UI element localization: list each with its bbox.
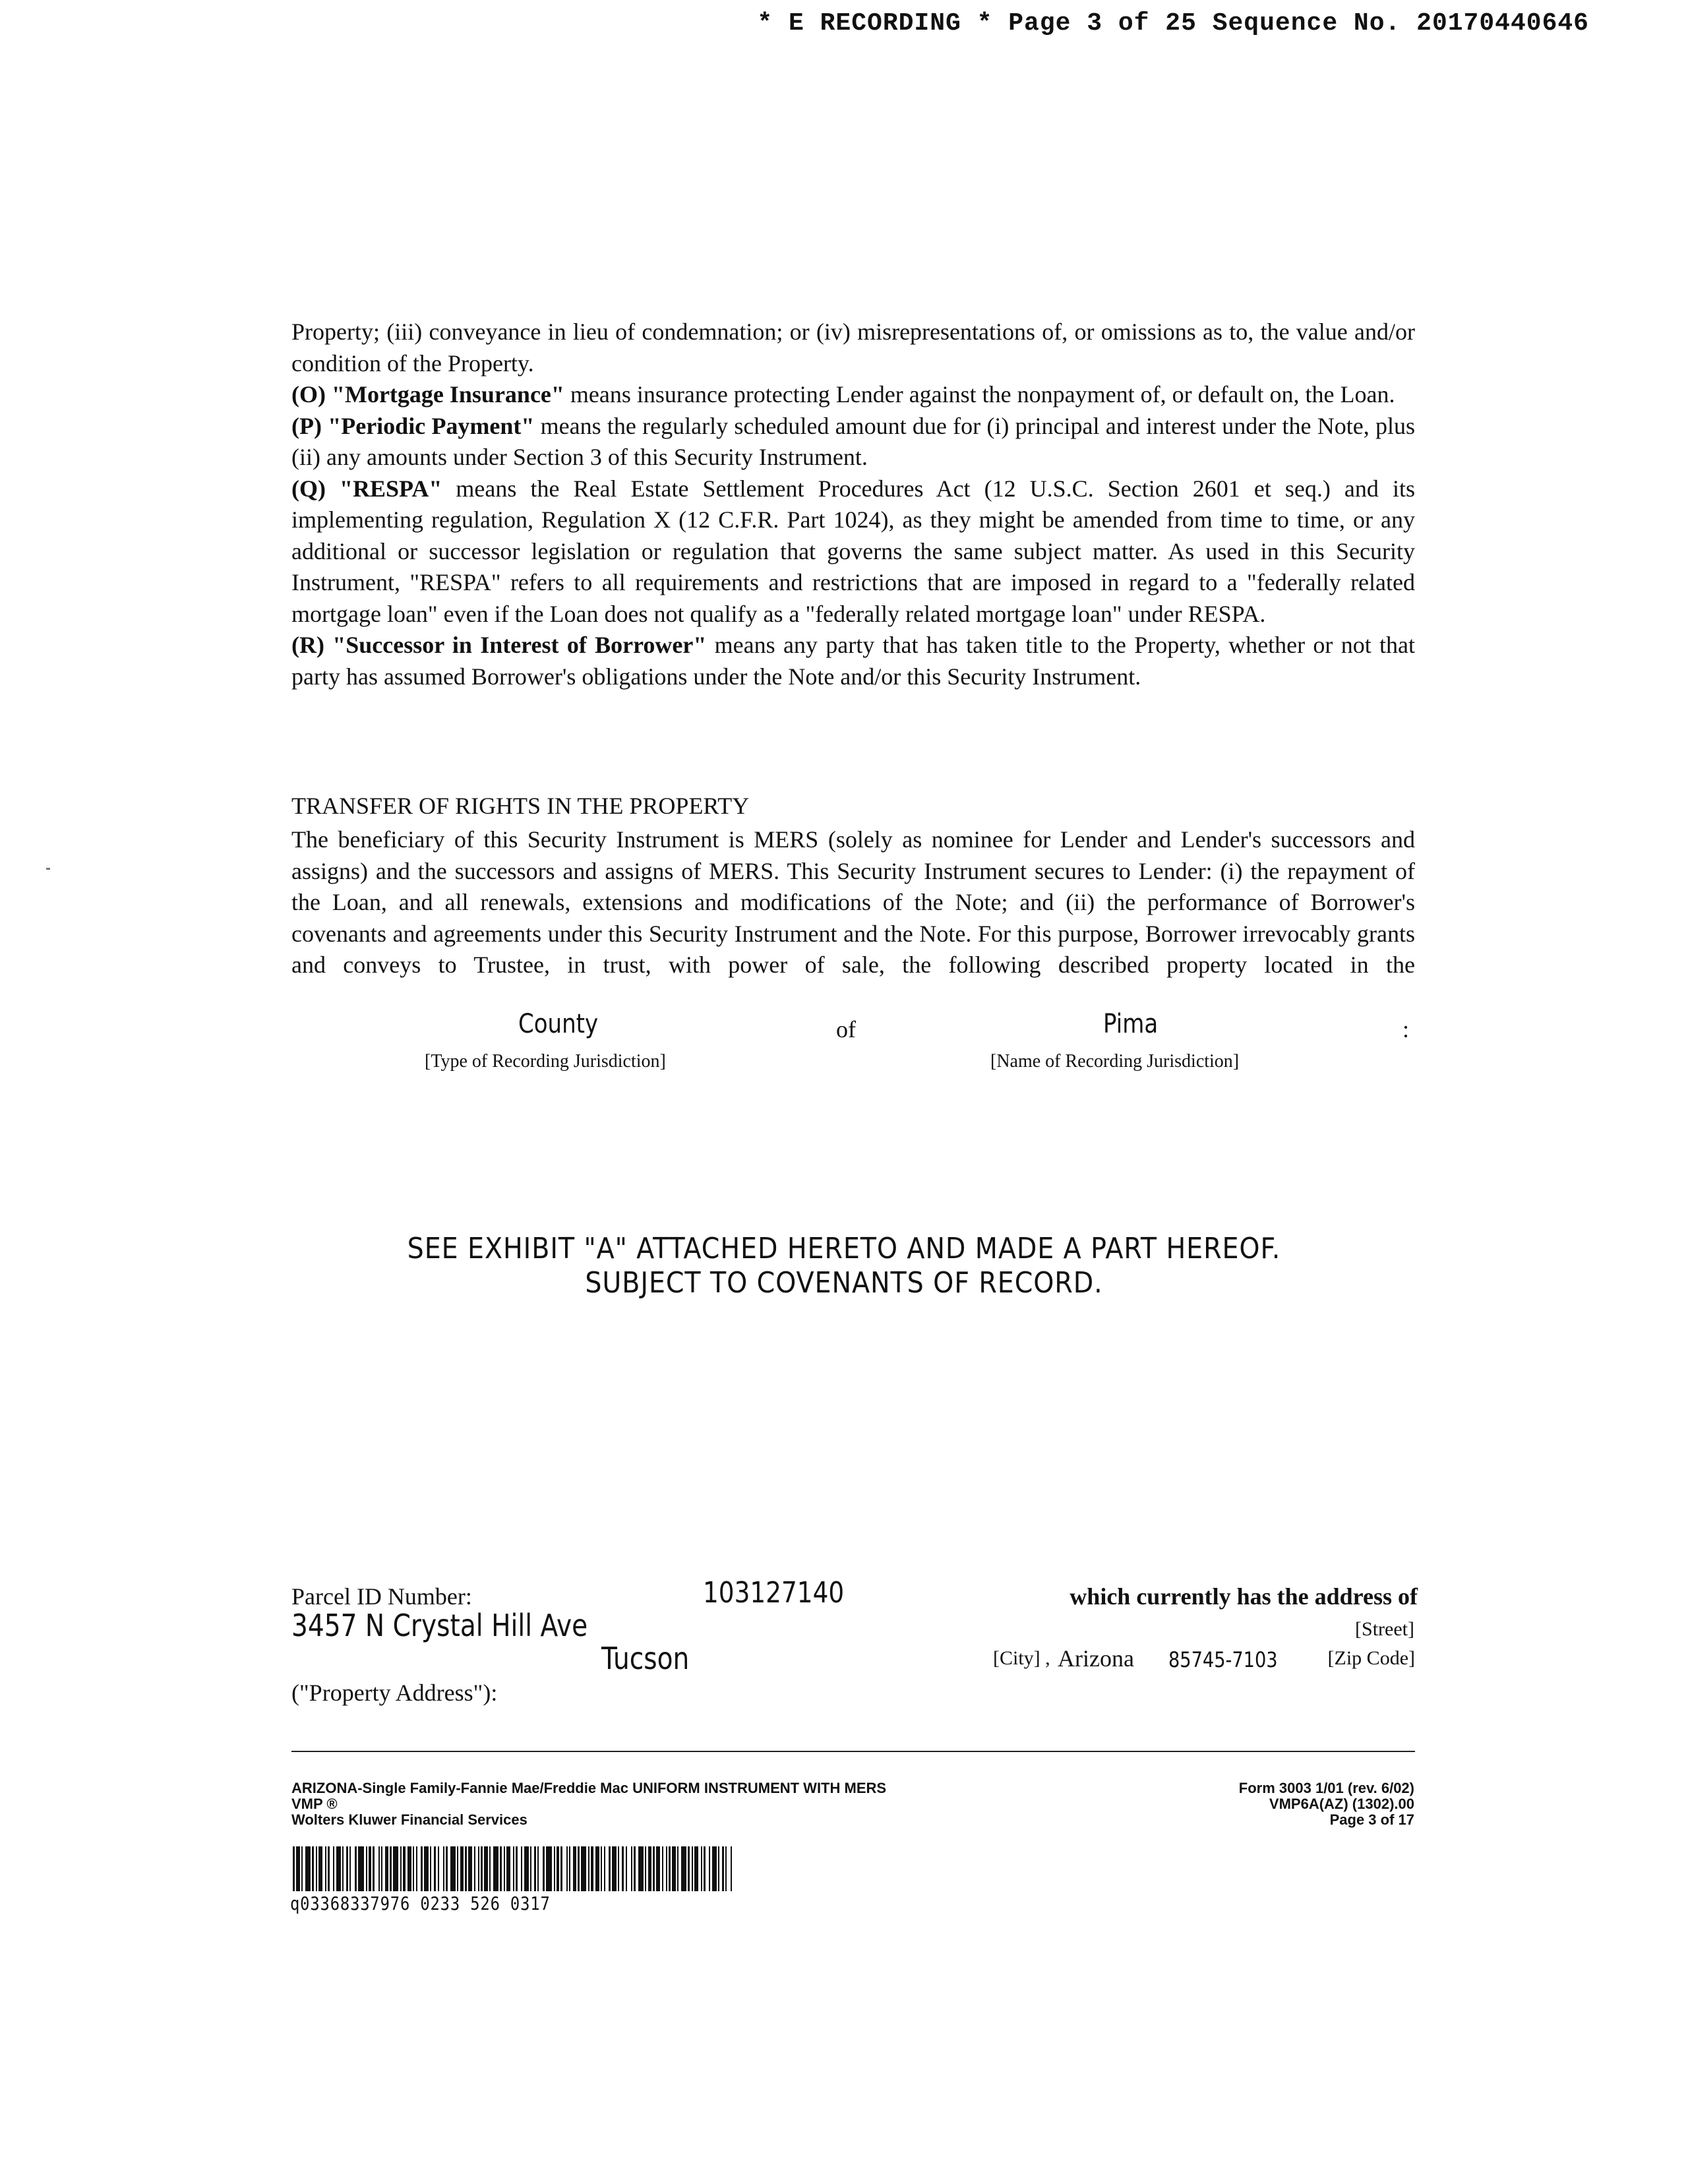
barcode-bar: [672, 1846, 676, 1891]
barcode-bar: [465, 1846, 467, 1891]
barcode-bar: [591, 1846, 593, 1891]
barcode-bar: [622, 1846, 624, 1891]
barcode-bar: [638, 1846, 644, 1891]
definition-periodic-payment: [291, 411, 1415, 473]
recording-banner: * E RECORDING * Page 3 of 25 Sequence No. 20170440646: [757, 9, 1589, 38]
definitions-block: [291, 317, 1415, 692]
barcode-bar: [546, 1846, 552, 1891]
barcode-bar: [460, 1846, 464, 1891]
barcode-bar: [403, 1846, 406, 1891]
jurisdiction-colon: :: [1402, 1016, 1410, 1043]
jurisdiction-type-value: County: [518, 1009, 599, 1039]
barcode-bar: [481, 1846, 483, 1891]
barcode-bar: [653, 1846, 655, 1891]
street-value: 3457 N Crystal Hill Ave: [291, 1608, 588, 1643]
barcode-bar: [704, 1846, 706, 1891]
definition-mortgage-insurance: [291, 379, 1415, 411]
barcode-bar: [457, 1846, 458, 1891]
definition-text: means the regularly scheduled amount due for (i) principal and interest under the Note, plus (ii) any amounts under Section 3 of this Security Instrument.: [291, 412, 1416, 470]
barcode-bar: [712, 1846, 717, 1891]
barcode-bar: [595, 1846, 599, 1891]
barcode-bar: [662, 1846, 663, 1891]
vmp-mark: VMP ®: [291, 1796, 338, 1812]
barcode-bar: [573, 1846, 576, 1891]
barcode-bar: [489, 1846, 491, 1891]
barcode-bar: [328, 1846, 330, 1891]
barcode-bar: [468, 1846, 472, 1891]
barcode-bar: [316, 1846, 317, 1891]
barcode-bar: [500, 1846, 502, 1891]
barcode-bar: [407, 1846, 411, 1891]
transfer-paragraph-block: [291, 824, 1415, 981]
barcode-bar: [349, 1846, 351, 1891]
barcode-bar: [609, 1846, 611, 1891]
barcode-bar: [358, 1846, 364, 1891]
barcode-bar: [312, 1846, 314, 1891]
barcode-bar: [478, 1846, 479, 1891]
barcode-bar: [393, 1846, 398, 1891]
barcode-bar: [521, 1846, 522, 1891]
barcode-bar: [366, 1846, 367, 1891]
property-address-label: ("Property Address"):: [291, 1680, 498, 1706]
barcode-bar: [381, 1846, 382, 1891]
barcode-bar: [537, 1846, 539, 1891]
barcode-bar: [333, 1846, 334, 1891]
barcode-bar: [369, 1846, 371, 1891]
barcode-bar: [722, 1846, 724, 1891]
barcode-bar: [438, 1846, 439, 1891]
barcode-bar: [560, 1846, 562, 1891]
barcode-bar: [666, 1846, 667, 1891]
barcode-bar: [681, 1846, 686, 1891]
barcode-bar: [506, 1846, 510, 1891]
jurisdiction-of: of: [836, 1016, 856, 1043]
barcode-bar: [701, 1846, 702, 1891]
definition-continuation: [291, 317, 1415, 379]
barcode-bar: [677, 1846, 678, 1891]
barcode-bar: [731, 1846, 732, 1891]
city-caption: [City] ,: [993, 1647, 1050, 1669]
barcode-bar: [694, 1846, 698, 1891]
form-number: Form 3003 1/01 (rev. 6/02): [1238, 1780, 1414, 1796]
barcode-bar: [446, 1846, 448, 1891]
barcode-bar: [604, 1846, 605, 1891]
barcode-bar: [450, 1846, 456, 1891]
barcode-bar: [378, 1846, 380, 1891]
barcode-bar: [612, 1846, 617, 1891]
barcode-bar: [631, 1846, 632, 1891]
form-page-number: Page 3 of 17: [1329, 1811, 1414, 1828]
state-name: Arizona: [1058, 1645, 1134, 1672]
definition-term: (R) "Successor in Interest of Borrower": [291, 632, 707, 658]
jurisdiction-name-caption: [Name of Recording Jurisdiction]: [990, 1051, 1240, 1072]
form-identification: [291, 1780, 886, 1828]
barcode-bar: [513, 1846, 514, 1891]
barcode-bar: [373, 1846, 375, 1891]
zip-caption: [Zip Code]: [1327, 1647, 1415, 1669]
barcode-bar: [725, 1846, 727, 1891]
barcode-bar: [656, 1846, 660, 1891]
barcode-bar: [516, 1846, 518, 1891]
barcode-bar: [474, 1846, 475, 1891]
barcode-bar: [346, 1846, 348, 1891]
exhibit-line-1: SEE EXHIBIT "A" ATTACHED HERETO AND MADE A PART HEREOF.: [407, 1232, 1281, 1265]
jurisdiction-name-value: Pima: [1103, 1009, 1159, 1039]
barcode-bar: [648, 1846, 651, 1891]
barcode-bar: [524, 1846, 529, 1891]
transfer-section-title: TRANSFER OF RIGHTS IN THE PROPERTY: [291, 793, 750, 819]
definition-successor-in-interest: [291, 630, 1415, 692]
address-intro: which currently has the address of: [1070, 1583, 1418, 1610]
barcode-bar: [718, 1846, 719, 1891]
barcode-bar: [566, 1846, 568, 1891]
document-barcode: [293, 1846, 732, 1891]
form-numbers: [1239, 1780, 1414, 1828]
barcode-bar: [325, 1846, 326, 1891]
barcode-bar: [554, 1846, 555, 1891]
barcode-bar: [318, 1846, 322, 1891]
barcode-bar: [301, 1846, 303, 1891]
barcode-bar: [692, 1846, 693, 1891]
parcel-id-value: 103127140: [703, 1576, 845, 1610]
barcode-bar: [669, 1846, 671, 1891]
transfer-paragraph: The beneficiary of this Security Instrument is MERS (solely as nominee for Lender and Lender's successors and assigns) and the successors and assigns of MERS. This Security Instrument secures to Lender: (i) the repayment of the Loan, and all renewals, extensions and modifications of the Note; and (ii) the performance of Borrower's covenants and agreements under this Security Instrument and the Note. For this purpose, Borrower irrevocably grants and conveys to Trustee, in trust, with power of sale, the following described property located in the: [291, 826, 1415, 978]
definition-text: means the Real Estate Settlement Procedures Act (12 U.S.C. Section 2601 et seq.) and its implementing regulation, Regulation X (12 C.F.R. Part 1024), as they might be amended from time to time, or any additional or successor legislation or regulation that governs the same subject matter. As used in this Security Instrument, "RESPA" refers to all requirements and restrictions that are imposed in regard to a "federally related mortgage loan" even if the Loan does not qualify as a "federally related mortgage loan" under RESPA.: [291, 475, 1415, 627]
footer-divider: [291, 1751, 1415, 1752]
barcode-bar: [336, 1846, 341, 1891]
barcode-bar: [569, 1846, 570, 1891]
definition-text: means insurance protecting Lender against the nonpayment of, or default on, the Loan.: [564, 381, 1395, 408]
barcode-bar: [534, 1846, 536, 1891]
definition-respa: [291, 473, 1415, 630]
barcode-bar: [557, 1846, 559, 1891]
barcode-bar: [342, 1846, 344, 1891]
barcode-bar: [543, 1846, 545, 1891]
barcode-bar: [504, 1846, 505, 1891]
barcode-bar: [484, 1846, 488, 1891]
barcode-bar: [390, 1846, 392, 1891]
barcode-bar: [634, 1846, 636, 1891]
jurisdiction-type-caption: [Type of Recording Jurisdiction]: [425, 1051, 666, 1072]
barcode-bar: [493, 1846, 498, 1891]
barcode-bar: [413, 1846, 414, 1891]
parcel-id-label: Parcel ID Number:: [291, 1583, 472, 1610]
barcode-bar: [578, 1846, 580, 1891]
barcode-bar: [424, 1846, 429, 1891]
definition-text: Property; (iii) conveyance in lieu of condemnation; or (iv) misrepresentations of, or omissions as to, the value and/or condition of the Property.: [291, 318, 1415, 377]
definition-term: (P) "Periodic Payment": [291, 412, 535, 439]
definition-text: means any party that has taken title to the Property, whether or not that party has assumed Borrower's obligations under the Note and/or this Security Instrument.: [291, 632, 1415, 690]
barcode-bar: [443, 1846, 444, 1891]
scan-speck: [46, 868, 50, 870]
barcode-bar: [416, 1846, 417, 1891]
definition-term: (O) "Mortgage Insurance": [291, 381, 564, 408]
barcode-bar: [434, 1846, 436, 1891]
vmp-code: VMP6A(AZ) (1302).00: [1269, 1796, 1414, 1812]
street-caption: [Street]: [1355, 1618, 1414, 1640]
city-value: Tucson: [601, 1641, 690, 1676]
barcode-bar: [688, 1846, 690, 1891]
definition-term: (Q) "RESPA": [291, 475, 442, 502]
barcode-bar: [293, 1846, 295, 1891]
barcode-bar: [355, 1846, 357, 1891]
barcode-bar: [709, 1846, 710, 1891]
exhibit-line-2: SUBJECT TO COVENANTS OF RECORD.: [585, 1266, 1103, 1300]
barcode-bar: [421, 1846, 423, 1891]
barcode-bar: [626, 1846, 627, 1891]
barcode-bar: [296, 1846, 300, 1891]
barcode-number: q03368337976 0233 526 0317: [290, 1893, 551, 1914]
barcode-bar: [305, 1846, 311, 1891]
barcode-bar: [530, 1846, 531, 1891]
publisher-name: Wolters Kluwer Financial Services: [291, 1811, 528, 1828]
barcode-bar: [645, 1846, 646, 1891]
barcode-bar: [618, 1846, 619, 1891]
zip-value: 85745-7103: [1168, 1647, 1278, 1672]
barcode-bar: [581, 1846, 586, 1891]
barcode-bar: [385, 1846, 388, 1891]
barcode-bar: [400, 1846, 402, 1891]
form-title: ARIZONA-Single Family-Fannie Mae/Freddie Mac UNIFORM INSTRUMENT WITH MERS: [291, 1780, 887, 1796]
barcode-bar: [430, 1846, 431, 1891]
barcode-bar: [601, 1846, 602, 1891]
barcode-bar: [588, 1846, 589, 1891]
